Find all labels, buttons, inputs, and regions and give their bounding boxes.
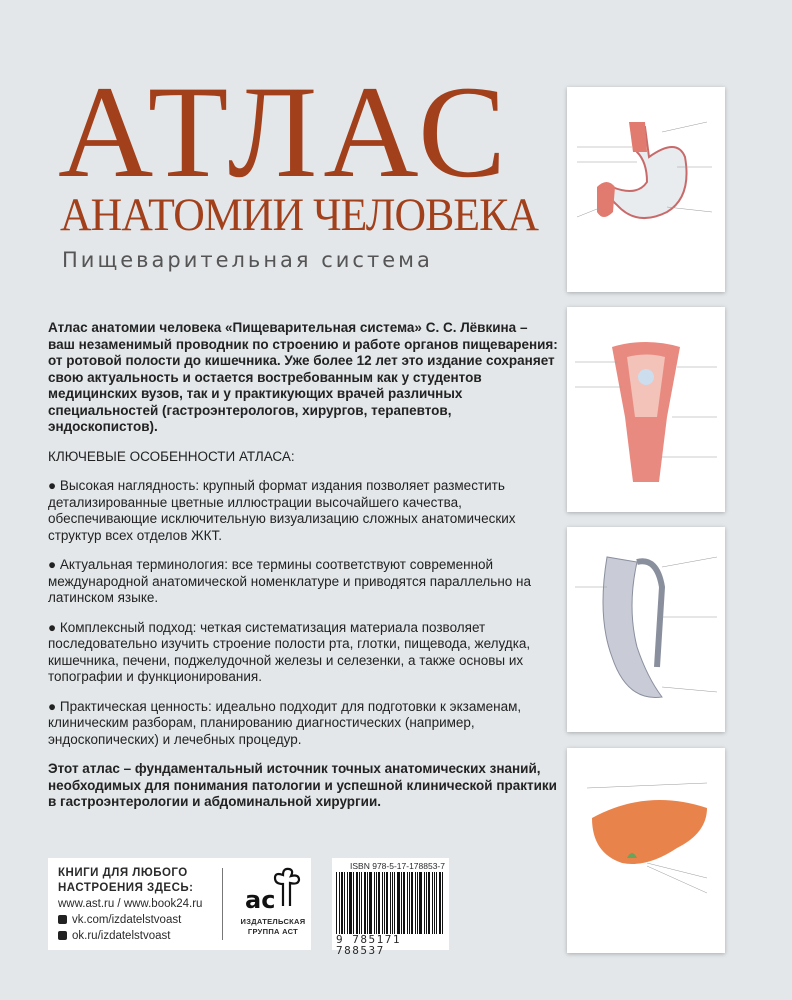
barcode-bar [353, 872, 354, 934]
barcode-bar [432, 872, 433, 934]
publisher-logo [238, 866, 308, 937]
barcode-bar [419, 872, 422, 934]
vk-link-text: vk.com/izdatelstvoast [72, 914, 182, 926]
publisher-info [48, 858, 311, 950]
divider [222, 868, 223, 940]
barcode-bar [384, 872, 385, 934]
bullet: ● Комплексный подход: четкая систематизация материала позволяет последовательно изучить строение полости рта, глотки, пищевода, желудка, кишечника, печени, поджелудочной железы и селезенки, а также основы их топографии и функционирования. [48, 619, 531, 684]
barcode-bar [369, 872, 372, 934]
barcode-bar [434, 872, 435, 934]
barcode-bar [442, 872, 443, 934]
barcode-bar [347, 872, 348, 934]
bullet-text: Высокая наглядность: крупный формат издания позволяет разместить детализированные цветные иллюстрации высочайшего качества, обеспечивающие исключительную визуализацию сложных анатомических структур всех отделов ЖКТ. [48, 478, 516, 543]
barcode-bar [359, 872, 360, 934]
illustration-stomach [567, 87, 725, 292]
barcode-bar [376, 872, 377, 934]
barcode-bar [344, 872, 345, 934]
barcode [336, 872, 445, 934]
barcode-bar [374, 872, 375, 934]
barcode-bar [361, 872, 362, 934]
barcode-bar [339, 872, 340, 934]
barcode-number: 9 785171 788537 [336, 933, 401, 957]
publisher-name: ГРУППА АСТ [247, 927, 299, 936]
svg-text:ac: ac [245, 886, 276, 912]
bullet-text: Комплексный подход: четкая систематизация материала позволяет последовательно изучить строение полости рта, глотки, пищевода, желудка, кишечника, печени, поджелудочной железы и селезенки, а также основы их топографии и функционирования. [48, 619, 531, 684]
illustration-intestine [567, 527, 725, 732]
book-subtitle: АНАТОМИИ ЧЕЛОВЕКА [60, 189, 538, 241]
illustration-liver [567, 748, 725, 953]
barcode-bar [439, 872, 441, 934]
ast-logo-icon [243, 866, 303, 912]
barcode-bar [409, 872, 410, 934]
barcode-bar [390, 872, 391, 934]
barcode-bar [336, 872, 337, 934]
vk-icon [58, 915, 67, 924]
barcode-bar [392, 872, 393, 934]
barcode-bar [411, 872, 413, 934]
barcode-bar [426, 872, 427, 934]
barcode-bar [386, 872, 388, 934]
promo-heading: НАСТРОЕНИЯ ЗДЕСЬ: [58, 882, 194, 894]
book-series: Пищеварительная система [62, 248, 433, 272]
barcode-bar [415, 872, 416, 934]
barcode-bar [378, 872, 380, 934]
barcode-bar [428, 872, 430, 934]
barcode-bar [397, 872, 400, 934]
bullet: ● Высокая наглядность: крупный формат издания позволяет разместить детализированные цветные иллюстрации высочайшего качества, обеспечивающие исключительную визуализацию сложных анатомических структур всех отделов ЖКТ. [48, 478, 516, 543]
barcode-bar [382, 872, 383, 934]
barcode-bar [356, 872, 358, 934]
book-title: АТЛАС [58, 58, 513, 205]
barcode-bar [394, 872, 395, 934]
bullet: ● Актуальная терминология: все термины соответствуют современной международной анатомической номенклатуре и приводятся параллельно на латинском языке. [48, 557, 532, 605]
promo-heading: КНИГИ ДЛЯ ЛЮБОГО [58, 867, 188, 879]
bullet: ● Практическая ценность: идеально подходит для подготовки к экзаменам, клиническим разборам, планированию диагностических (например, эндоскопических) и лечебных процедур. [48, 698, 522, 747]
description [48, 320, 558, 811]
publisher-name: ИЗДАТЕЛЬСКАЯ [240, 917, 306, 926]
barcode-bar [403, 872, 405, 934]
websites-link[interactable]: www.ast.ru / www.book24.ru [58, 898, 203, 910]
isbn: ISBN 978-5-17-178853-7 [350, 861, 445, 871]
ok-icon [58, 931, 67, 940]
barcode-bar [436, 872, 437, 934]
barcode-bar [367, 872, 368, 934]
barcode-bar [364, 872, 366, 934]
ok-link-text: ok.ru/izdatelstvoast [72, 930, 171, 942]
barcode-bar [424, 872, 425, 934]
barcode-bar [401, 872, 402, 934]
intro-paragraph: Атлас анатомии человека «Пищеварительная система» С. С. Лёвкина – ваш незаменимый проводник по строению и работе органов пищеварения: от ротовой полости до кишечника. Уже более 12 лет это издание сохраняет свою актуальность и остается востребованным как у студентов медицинских вузов, так и у практикующих врачей различных специальностей (гастроэнтерологов, хирургов, терапевтов, эндоскопистов). [48, 320, 558, 434]
barcode-bar [417, 872, 418, 934]
barcode-bar [349, 872, 352, 934]
barcode-box [332, 858, 449, 957]
bullet-text: Актуальная терминология: все термины соответствуют современной международной анатомической номенклатуре и приводятся параллельно на латинском языке. [48, 557, 532, 605]
barcode-bar [341, 872, 343, 934]
features-heading: КЛЮЧЕВЫЕ ОСОБЕННОСТИ АТЛАСА: [48, 448, 295, 464]
conclusion-paragraph: Этот атлас – фундаментальный источник точных анатомических знаний, необходимых для понимания патологии и успешной клинической практики в гастроэнтерологии и абдоминальной хирургии. [48, 761, 557, 809]
illustration-pharynx [567, 307, 725, 512]
barcode-bar [407, 872, 408, 934]
bullet-text: Практическая ценность: идеально подходит для подготовки к экзаменам, клиническим разборам, планированию диагностических (например, эндоскопических) и лечебных процедур. [48, 698, 522, 747]
